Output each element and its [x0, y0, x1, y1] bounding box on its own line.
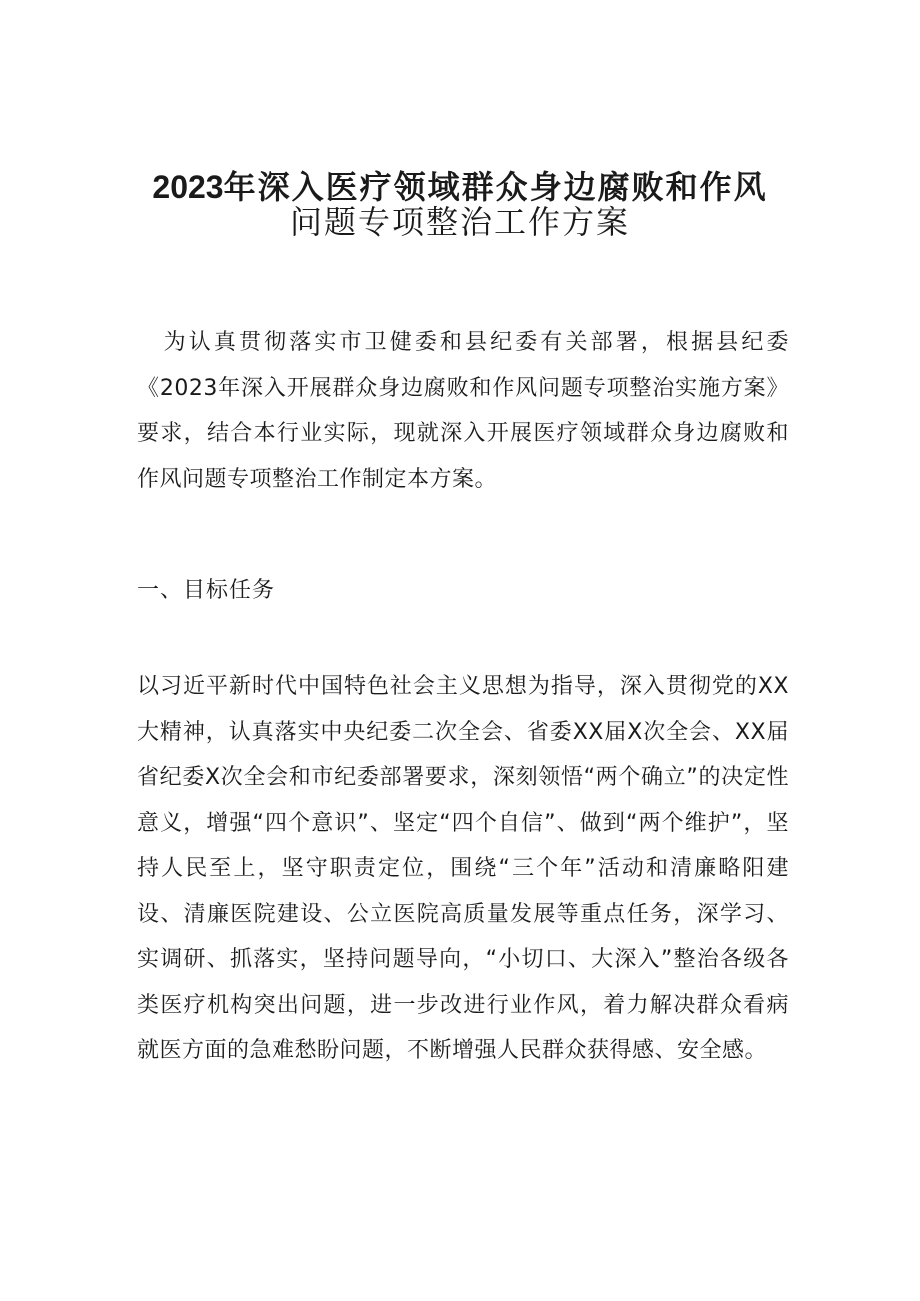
- title-year: 2023: [152, 169, 224, 206]
- section-heading-goals: 一、目标任务: [137, 578, 276, 603]
- section-goals-paragraph: 以习近平新时代中国特色社会主义思想为指导，深入贯彻党的XX大精神，认真落实中央纪委二次全会、省委XX届X次全会、XX届省纪委X次全会和市纪委部署要求，深刻领悟“两个确立”的决定性意义，增强“四个意识”、坚定“四个自信”、做到“两个维护”，坚持人民至上，坚守职责定位，围绕“三个年”活动和清廉略阳建设、清廉医院建设、公立医院高质量发展等重点任务，深学习、实调研、抓落实，坚持问题导向，“小切口、大深入”整治各级各类医疗机构突出问题，进一步改进行业作风，着力解决群众看病就医方面的急难愁盼问题，不断增强人民群众获得感、安全感。: [137, 674, 789, 1063]
- document-title-line-2: 问题专项整治工作方案: [289, 203, 630, 241]
- intro-paragraph: [137, 320, 789, 502]
- title-line-1-text: 年深入医疗领域群众身边腐败和作风: [223, 168, 768, 207]
- intro-paragraph-text: 为认真贯彻落实市卫健委和县纪委有关部署，根据县纪委《2023年深入开展群众身边腐败和作风问题专项整治实施方案》要求，结合本行业实际，现就深入开展医疗领域群众身边腐败和作风问题专项整治工作制定本方案。: [137, 330, 789, 492]
